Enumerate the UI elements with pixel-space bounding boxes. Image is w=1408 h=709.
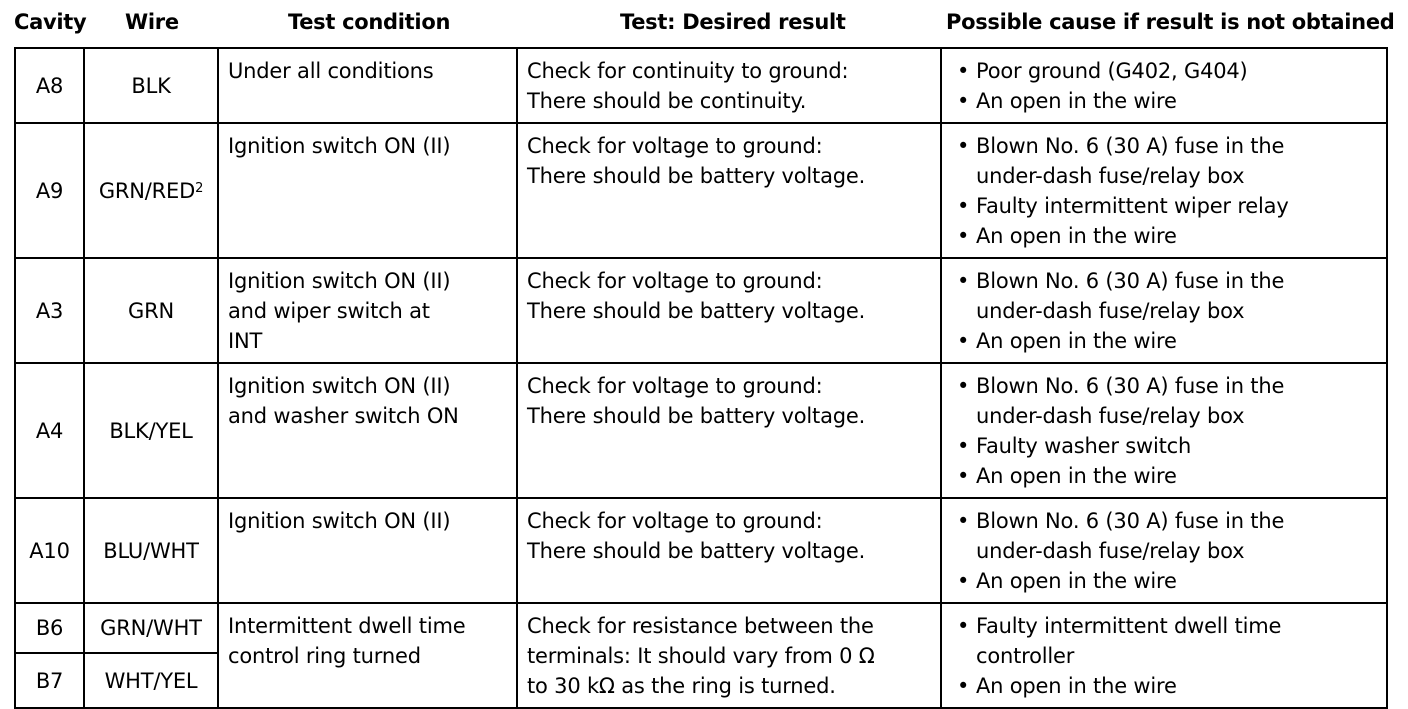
- cause-line: • An open in the wire: [976, 224, 1177, 248]
- cause-line: • Blown No. 6 (30 A) fuse in the: [976, 269, 1285, 293]
- text-line: Check for voltage to ground:: [527, 374, 823, 398]
- cause-item: [951, 461, 1380, 491]
- cause-item: [951, 671, 1380, 701]
- cause-item: [951, 86, 1380, 116]
- text-line: Ignition switch ON (II): [228, 269, 451, 293]
- text-line: Check for voltage to ground:: [527, 509, 823, 533]
- text-line: Check for resistance between the: [527, 614, 874, 638]
- cause-line: under-dash fuse/relay box: [976, 164, 1245, 188]
- text-line: INT: [228, 329, 263, 353]
- header-test-condition: Test condition: [288, 10, 451, 34]
- wire-cell: [84, 258, 218, 363]
- cause-cell: [941, 363, 1387, 498]
- table-row: [15, 363, 1387, 498]
- table-row: [15, 498, 1387, 603]
- table-row: [15, 603, 1387, 653]
- text-line: and washer switch ON: [228, 404, 459, 428]
- text-line: and wiper switch at: [228, 299, 430, 323]
- text-line: Under all conditions: [228, 59, 434, 83]
- text-line: Ignition switch ON (II): [228, 509, 451, 533]
- condition-cell: [218, 363, 517, 498]
- wire-label: BLK: [131, 73, 171, 98]
- cause-line: under-dash fuse/relay box: [976, 404, 1245, 428]
- cause-line: • Poor ground (G402, G404): [976, 59, 1248, 83]
- text-line: Check for voltage to ground:: [527, 269, 823, 293]
- header-possible-cause: Possible cause if result is not obtained: [946, 10, 1395, 34]
- table-row: [15, 123, 1387, 258]
- condition-cell: [218, 48, 517, 123]
- cause-cell: [941, 498, 1387, 603]
- cavity-cell: B7: [15, 653, 84, 708]
- cause-item: [951, 611, 1380, 671]
- text-line: to 30 kΩ as the ring is turned.: [527, 674, 836, 698]
- cause-list: [951, 56, 1380, 116]
- cause-line: • Blown No. 6 (30 A) fuse in the: [976, 509, 1285, 533]
- cause-line: • An open in the wire: [976, 89, 1177, 113]
- wire-label: GRN/RED: [98, 178, 196, 203]
- table-row: [15, 258, 1387, 363]
- result-cell: [517, 603, 941, 708]
- cause-line: • Faulty intermittent dwell time: [976, 614, 1282, 638]
- text-line: Check for continuity to ground:: [527, 59, 849, 83]
- cavity-cell: A3: [15, 258, 84, 363]
- cause-line: controller: [976, 644, 1075, 668]
- cause-item: [951, 266, 1380, 326]
- wire-label: BLU/WHT: [103, 538, 199, 563]
- table-row: [15, 48, 1387, 123]
- cause-line: • An open in the wire: [976, 569, 1177, 593]
- condition-text: [228, 611, 510, 671]
- cavity-cell: A10: [15, 498, 84, 603]
- text-line: Ignition switch ON (II): [228, 134, 451, 158]
- wire-cell: [84, 123, 218, 258]
- text-line: There should be battery voltage.: [527, 164, 866, 188]
- cause-list: [951, 506, 1380, 596]
- text-line: Check for voltage to ground:: [527, 134, 823, 158]
- cause-item: [951, 191, 1380, 221]
- text-line: Intermittent dwell time: [228, 614, 466, 638]
- cause-list: [951, 611, 1380, 701]
- table-header: [0, 0, 1408, 48]
- cause-list: [951, 266, 1380, 356]
- cause-line: • An open in the wire: [976, 674, 1177, 698]
- cause-line: under-dash fuse/relay box: [976, 299, 1245, 323]
- cause-item: [951, 326, 1380, 356]
- cause-cell: [941, 123, 1387, 258]
- cause-line: • Blown No. 6 (30 A) fuse in the: [976, 374, 1285, 398]
- condition-cell: [218, 123, 517, 258]
- cause-item: [951, 566, 1380, 596]
- wire-cell: WHT/YEL: [84, 653, 218, 708]
- cause-line: • An open in the wire: [976, 329, 1177, 353]
- text-line: There should be continuity.: [527, 89, 807, 113]
- text-line: There should be battery voltage.: [527, 299, 866, 323]
- wire-cell: [84, 498, 218, 603]
- wire-cell: GRN/WHT: [84, 603, 218, 653]
- cause-list: [951, 371, 1380, 491]
- result-cell: [517, 363, 941, 498]
- condition-cell: [218, 258, 517, 363]
- result-cell: [517, 498, 941, 603]
- cause-item: [951, 506, 1380, 566]
- text-line: There should be battery voltage.: [527, 539, 866, 563]
- condition-cell: [218, 603, 517, 708]
- cause-cell: [941, 603, 1387, 708]
- cause-item: [951, 431, 1380, 461]
- troubleshooting-table: [14, 47, 1388, 709]
- cavity-cell: A9: [15, 123, 84, 258]
- text-line: control ring turned: [228, 644, 421, 668]
- text-line: There should be battery voltage.: [527, 404, 866, 428]
- cause-item: [951, 56, 1380, 86]
- cavity-cell: A4: [15, 363, 84, 498]
- cavity-cell: A8: [15, 48, 84, 123]
- cause-item: [951, 131, 1380, 191]
- wire-label: GRN: [128, 298, 174, 323]
- result-cell: [517, 258, 941, 363]
- result-text: [527, 611, 934, 701]
- cause-list: [951, 131, 1380, 251]
- cause-cell: [941, 48, 1387, 123]
- cause-line: • Faulty intermittent wiper relay: [976, 194, 1289, 218]
- cause-item: [951, 221, 1380, 251]
- cavity-cell: B6: [15, 603, 84, 653]
- cause-line: • Faulty washer switch: [976, 434, 1192, 458]
- header-desired-result: Test: Desired result: [620, 10, 846, 34]
- wire-label: BLK/YEL: [109, 418, 193, 443]
- header-wire: Wire: [125, 10, 179, 34]
- cause-item: [951, 371, 1380, 431]
- cause-cell: [941, 258, 1387, 363]
- text-line: terminals: It should vary from 0 Ω: [527, 644, 875, 668]
- wire-cell: [84, 48, 218, 123]
- result-cell: [517, 123, 941, 258]
- cause-line: under-dash fuse/relay box: [976, 539, 1245, 563]
- cause-line: • Blown No. 6 (30 A) fuse in the: [976, 134, 1285, 158]
- wire-cell: [84, 363, 218, 498]
- text-line: Ignition switch ON (II): [228, 374, 451, 398]
- result-cell: [517, 48, 941, 123]
- cause-line: • An open in the wire: [976, 464, 1177, 488]
- condition-cell: [218, 498, 517, 603]
- footnote-marker: 2: [195, 180, 204, 196]
- header-cavity: Cavity: [14, 10, 87, 34]
